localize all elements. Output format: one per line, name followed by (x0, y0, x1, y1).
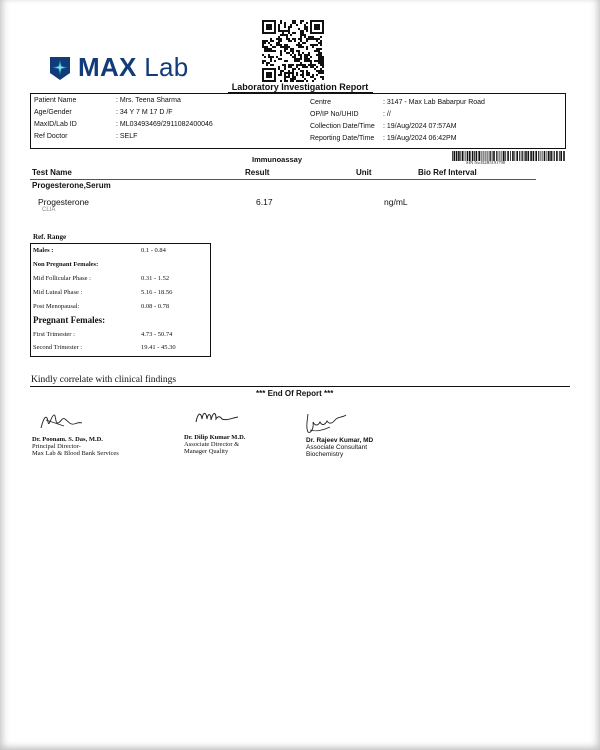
test-name: Progesterone (38, 197, 90, 207)
signatory-name: Dr. Poonam. S. Das, M.D. (32, 436, 103, 443)
lab-id-label: MaxID/Lab ID (34, 121, 77, 128)
signatory-department: Max Lab & Blood Bank Services (32, 450, 119, 457)
centre-label: Centre (310, 99, 332, 106)
ref-label: Males : (33, 247, 54, 254)
test-method: CLIA (42, 207, 56, 213)
signatory-kumar (184, 434, 245, 455)
ref-label: Post Menopausal: (33, 303, 80, 310)
max-star-icon (48, 55, 72, 81)
report-title: Laboratory Investigation Report (231, 82, 369, 92)
ref-value: 4.73 - 50.74 (141, 331, 173, 338)
patient-name-value: : Mrs. Teena Sharma (116, 97, 181, 104)
ref-value: 19.41 - 45.30 (141, 344, 176, 351)
ref-label: Mid Luteal Phase : (33, 289, 83, 296)
signature-das (38, 408, 84, 434)
ref-value: 0.1 - 0.84 (141, 247, 166, 254)
ref-label: Pregnant Females: (33, 315, 106, 325)
patient-name-label: Patient Name (34, 97, 77, 104)
reporting-date-label: Reporting Date/Time (310, 135, 375, 142)
ref-label: Non Pregnant Females: (33, 261, 99, 268)
centre-value: : 3147 - Max Lab Babarpur Road (383, 99, 485, 106)
signatory-title: Associate Director & (184, 441, 240, 448)
col-result: Result (245, 168, 270, 177)
test-group-title: Progesterone,Serum (32, 181, 111, 190)
reporting-date-value: : 19/Aug/2024 06:42PM (383, 135, 457, 142)
ref-value: 0.31 - 1.52 (141, 275, 170, 282)
end-rule (30, 386, 570, 387)
ref-label: Mid Follicular Phase : (33, 275, 91, 282)
ref-label: First Trimester : (33, 331, 75, 338)
col-ref-interval: Bio Ref Interval (418, 168, 477, 177)
ref-doctor-label: Ref Doctor (34, 133, 68, 140)
col-unit: Unit (356, 168, 372, 177)
signature-rajeev (302, 410, 350, 436)
ref-range-box (30, 243, 211, 357)
age-gender-value: : 34 Y 7 M 17 D /F (116, 109, 173, 116)
collection-date-label: Collection Date/Time (310, 123, 375, 130)
ref-range-title: Ref. Range (33, 233, 67, 241)
signatory-title: Associate Consultant (306, 444, 368, 451)
ref-doctor-value: : SELF (116, 133, 138, 140)
col-test-name: Test Name (32, 168, 72, 177)
collection-date-value: : 19/Aug/2024 07:57AM (383, 123, 457, 130)
qr-code-icon (262, 20, 324, 82)
signatory-name: Dr. Rajeev Kumar, MD (306, 437, 374, 444)
correlate-note: Kindly correlate with clinical findings (31, 375, 177, 385)
header-rule (30, 179, 536, 180)
end-of-report: *** End Of Report *** (256, 389, 334, 398)
lab-id-value: : ML03493469/2911082400046 (116, 121, 213, 128)
age-gender-label: Age/Gender (34, 109, 72, 116)
signatory-department: Biochemistry (306, 451, 344, 458)
signatory-title: Principal Director- (32, 443, 81, 450)
signatory-das (32, 436, 119, 457)
ref-label: Second Trimester : (33, 344, 83, 351)
test-unit: ng/mL (384, 197, 408, 207)
op-ip-value: : // (383, 111, 391, 118)
signature-kumar (192, 406, 242, 428)
logo-text: MAX Lab (78, 52, 189, 82)
signatory-rajeev (306, 437, 373, 458)
ref-value: 5.16 - 18.56 (141, 289, 173, 296)
sin-number: SIN No:B2B5191790 (466, 160, 506, 165)
section-title: Immunoassay (252, 155, 303, 164)
ref-value: 0.08 - 0.78 (141, 303, 170, 310)
signatory-name: Dr. Dilip Kumar M.D. (184, 434, 246, 441)
op-ip-label: OP/IP No/UHID (310, 111, 359, 118)
test-result-value: 6.17 (256, 197, 273, 207)
max-lab-logo (48, 52, 189, 83)
signatory-department: Manager Quality (184, 448, 229, 455)
patient-info-box (30, 93, 566, 149)
